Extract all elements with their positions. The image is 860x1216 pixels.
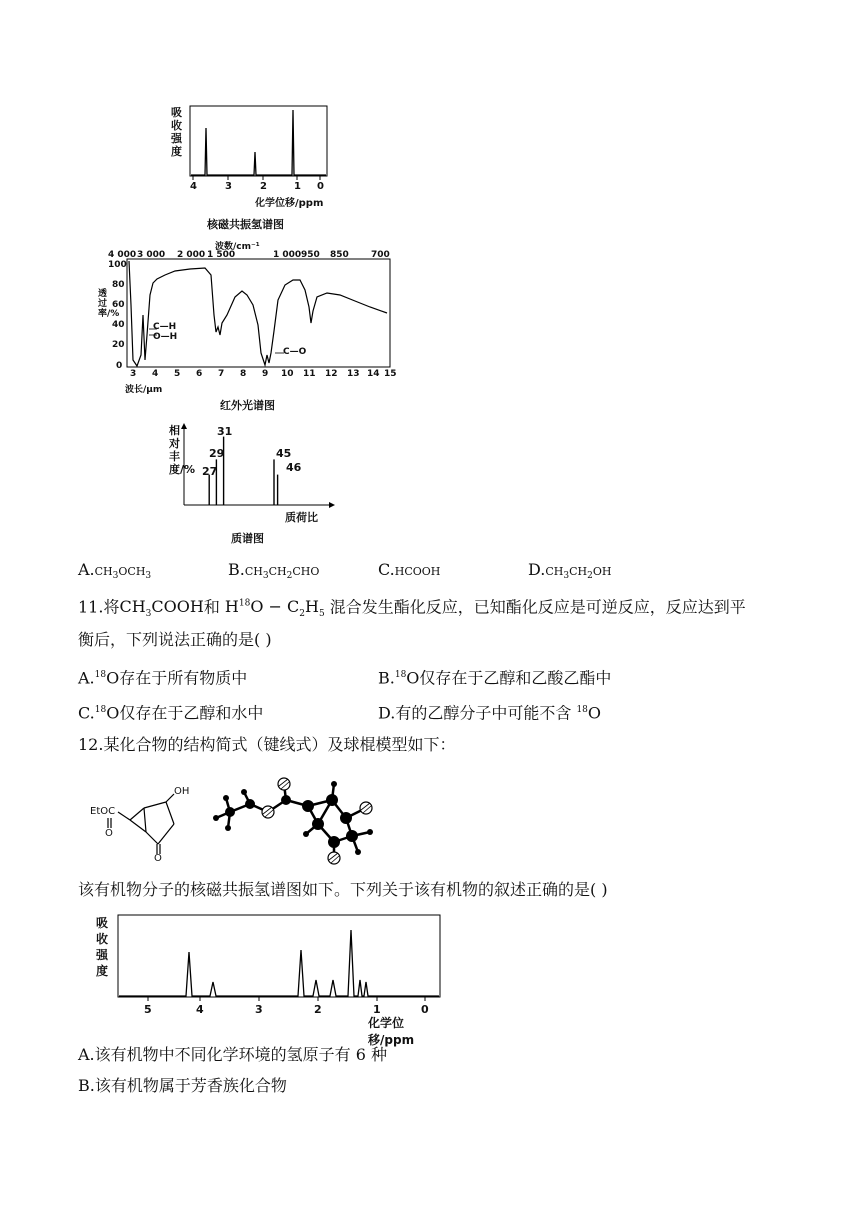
q10-formula-d: $CH_3CH_2OH$: [545, 565, 612, 582]
q11-stem-rest: 混合发生酯化反应，已知酯化反应是可逆反应，反应达到平: [329, 597, 746, 617]
q10-formula-c: HCOOH: [394, 565, 441, 578]
q11-option-c[interactable]: C.$^{18}$O仅存在于乙醇和水中: [78, 703, 264, 723]
ir-title: 红外光谱图: [220, 399, 275, 412]
q10-option-a[interactable]: [78, 560, 151, 586]
nmr2-tick-3: 3: [255, 1003, 263, 1016]
ball-and-stick-model: [200, 772, 400, 872]
ir-annotation-ch: C—H: [153, 322, 177, 332]
struct-label-oh: OH: [174, 786, 190, 797]
q12-stem: 12.某化合物的结构简式（键线式）及球棍模型如下：: [78, 735, 456, 754]
ms-label-31: 31: [217, 425, 233, 438]
q10-option-d-letter: D.: [528, 560, 546, 579]
nmr2-tick-0: 0: [421, 1003, 429, 1016]
ir-xtick: 6: [196, 369, 203, 379]
ir-top-tick: 3 000: [137, 250, 166, 260]
ms-label-27: 27: [202, 465, 218, 478]
q10-formula-a: $CH_3OCH_3$: [94, 565, 152, 582]
nmr2-ylabel: 吸收强度: [96, 916, 109, 978]
nmr1-ylabel: 吸收强度: [171, 106, 182, 158]
nmr-spectrum-2: [90, 910, 450, 1047]
q12-option-a[interactable]: A.该有机物中不同化学环境的氢原子有 6 种: [78, 1045, 387, 1064]
ir-xtick: 3: [130, 369, 137, 379]
ir-top-axis-label: 波数/cm⁻¹: [215, 242, 260, 252]
ir-trace: [129, 261, 387, 366]
ir-spectrum: [95, 235, 405, 415]
ms-title: 质谱图: [231, 532, 264, 545]
struct-label-o1: O: [105, 828, 113, 839]
ir-ytick: 20: [112, 340, 125, 350]
nmr2-tick-2: 2: [314, 1003, 322, 1016]
ir-top-tick: 1 500: [207, 250, 236, 260]
q12-nmr-intro: 该有机物分子的核磁共振氢谱图如下。下列关于该有机物的叙述正确的是( ): [78, 880, 608, 899]
q11-option-b-text: 仅存在于乙醇和乙酸乙酯中: [419, 668, 612, 688]
ir-xtick: 14: [367, 369, 380, 379]
q11-option-d[interactable]: [378, 700, 601, 723]
nmr1-title: 核磁共振氢谱图: [207, 218, 284, 231]
ir-xtick: 10: [281, 369, 294, 379]
ir-xtick: 5: [174, 369, 181, 379]
oxygen-symbol: O: [106, 703, 120, 723]
ir-top-tick: 2 000: [177, 250, 206, 260]
nmr1-trace: [191, 110, 326, 175]
nmr2-tick-4: 4: [196, 1003, 204, 1016]
nmr1-tick-3: 3: [225, 181, 232, 192]
ir-xtick: 7: [218, 369, 225, 379]
q11-formula-labeled-ethanol: $H^{18}O - C_2H_5$: [219, 597, 325, 620]
nmr-spectrum-1: [165, 100, 345, 235]
isotope-mark: 18: [94, 670, 107, 680]
q11-option-c-text: 仅存在于乙醇和水中: [119, 703, 264, 723]
skeletal-structure: [88, 786, 208, 865]
q11-option-d-text: D.有的乙醇分子中可能不含: [378, 703, 572, 723]
isotope-mark: 18: [394, 670, 407, 680]
q12-option-b[interactable]: B.该有机物属于芳香族化合物: [78, 1076, 287, 1095]
q10-option-b[interactable]: [228, 560, 319, 586]
q11-stem-line1: [78, 594, 746, 625]
ir-top-tick: 950: [301, 250, 320, 260]
oxygen-symbol: O: [587, 703, 602, 723]
oxygen-symbol: O: [106, 668, 120, 688]
ir-ytick: 100: [108, 260, 127, 270]
oxygen-symbol: O: [406, 668, 420, 688]
ir-top-tick: 700: [371, 250, 390, 260]
nmr1-tick-1: 1: [294, 181, 301, 192]
q11-stem-line2: 衡后，下列说法正确的是( ): [78, 630, 272, 649]
nmr2-tick-5: 5: [144, 1003, 152, 1016]
ir-xtick: 15: [384, 369, 397, 379]
ir-ytick: 60: [112, 300, 125, 310]
ms-label-29: 29: [209, 447, 225, 460]
nmr1-tick-4: 4: [190, 181, 197, 192]
q11-and: 和: [203, 597, 220, 617]
mass-spectrum: [165, 420, 345, 545]
q10-option-c-letter: C.: [378, 560, 395, 579]
nmr1-plot: [165, 100, 345, 235]
struct-label-etoc: EtOC: [90, 806, 116, 817]
nmr2-tick-1: 1: [373, 1003, 381, 1016]
q11-option-a-text: 存在于所有物质中: [119, 668, 248, 688]
q10-option-d[interactable]: [528, 560, 611, 586]
ir-ytick: 80: [112, 280, 125, 290]
ir-ylabel: 透过率/%: [98, 289, 120, 319]
q11-formula-acetic-acid: $CH_3COOH$: [119, 597, 204, 620]
isotope-mark: 18: [576, 705, 588, 715]
q11-option-a[interactable]: A.$^{18}$O存在于所有物质中: [78, 668, 248, 688]
q10-option-c[interactable]: [378, 560, 440, 582]
nmr1-xlabel: 化学位移/ppm: [255, 198, 324, 209]
ir-annotation-co: C—O: [283, 347, 307, 357]
ir-annotation-oh: O—H: [153, 332, 178, 342]
ms-plot: [165, 420, 345, 545]
ir-ytick: 40: [112, 320, 125, 330]
ir-xtick: 9: [262, 369, 269, 379]
ir-top-tick: 4 000: [108, 250, 137, 260]
ir-ytick: 0: [116, 361, 123, 371]
ms-xlabel: 质荷比: [285, 511, 318, 524]
ir-xtick: 12: [325, 369, 338, 379]
q11-option-b[interactable]: B.$^{18}$O仅存在于乙醇和乙酸乙酯中: [378, 668, 612, 688]
q10-option-a-letter: A.: [78, 560, 95, 579]
ms-label-45: 45: [276, 447, 292, 460]
nmr2-xlabel: 化学位移/ppm: [368, 1016, 415, 1047]
nmr1-tick-2: 2: [260, 181, 267, 192]
ir-top-tick: 850: [330, 250, 349, 260]
ir-xlabel: 波长/μm: [125, 385, 163, 395]
ir-xtick: 11: [303, 369, 316, 379]
q11-prefix: 11.将: [78, 597, 120, 617]
nmr1-tick-0: 0: [317, 181, 324, 192]
ms-ylabel: 相对丰度/%: [169, 424, 196, 476]
struct-label-o2: O: [154, 853, 162, 864]
ms-label-46: 46: [286, 461, 302, 474]
ir-top-tick: 1 000: [273, 250, 302, 260]
ir-xtick: 13: [347, 369, 360, 379]
q10-option-b-letter: B.: [228, 560, 245, 579]
ir-xtick: 8: [240, 369, 247, 379]
nmr2-trace: [119, 930, 439, 996]
q10-formula-b: $CH_3CH_2CHO$: [244, 565, 320, 582]
ir-xtick: 4: [152, 369, 159, 379]
isotope-mark: 18: [94, 705, 107, 715]
